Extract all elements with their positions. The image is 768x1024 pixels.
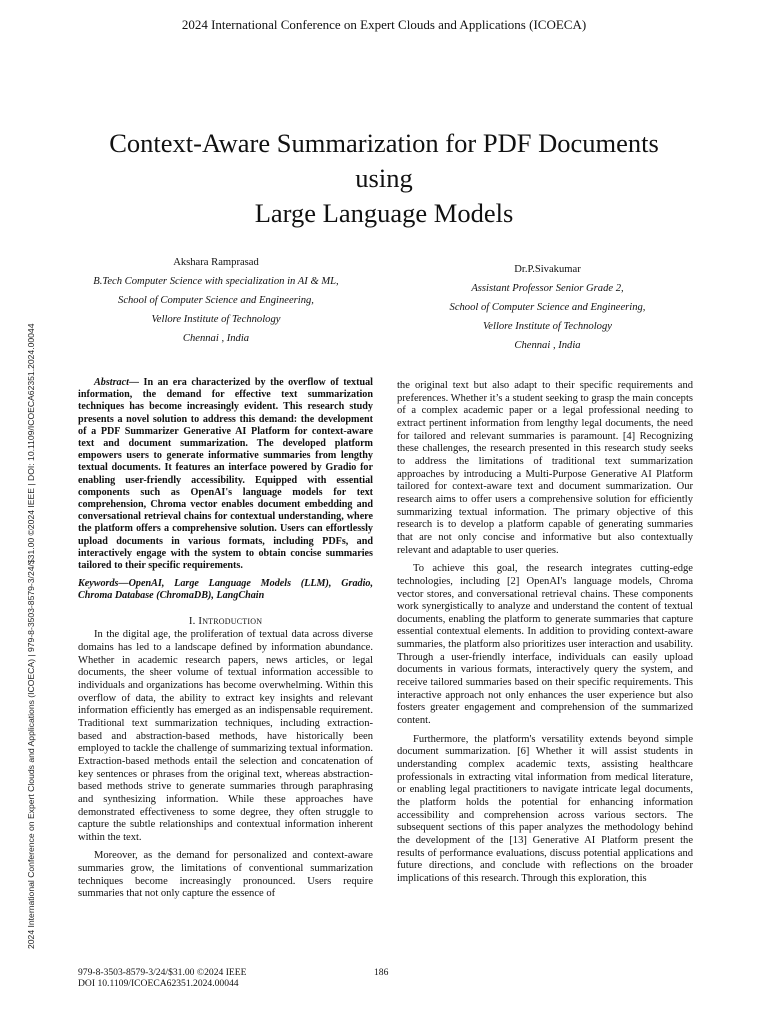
body-paragraph-2: To achieve this goal, the research integrates cutting-edge technologies, including [2] OpenAI's language models, Chroma vector stores, and conversational retrieval chains. These components work synergistically to analyze and understand the content of textual documents, enabling the platform to generate summaries that capture essential contextual elements. In addition to providing context-aware summaries, the platform also prioritizes user interaction and usability. Through a user-friendly interface, individuals can easily upload documents in various formats, interactively query the system, and receive tailored summaries based on their specific requirements. This interactive approach not only enhances the user experience but also fosters greater engagement and comprehension of the summarized content. [397, 563, 693, 727]
author-affiliation: Vellore Institute of Technology [151, 314, 281, 325]
conference-header: 2024 International Conference on Expert Clouds and Applications (ICOECA) [181, 17, 587, 32]
footer-identifiers [78, 967, 247, 989]
title-line-3: Large Language Models [254, 198, 514, 228]
author-name: Akshara Ramprasad [173, 257, 259, 268]
body-paragraph-1: the original text but also adapt to their specific requirements and preferences. Whether it’s a student seeking to grasp the main concepts of a complex academic paper or a legal professional needing to extract pertinent information from lengthy legal documents, the need for tailored and relevant summaries is paramount. [4] Recognizing these challenges, the research presented in this research study seeks to address the limitations of traditional text summarization approaches by introducing a Multi-Purpose Generative AI Platform tailored for context-aware text and document summarization. Our research aims to offer users a comprehensive solution for efficiently summarizing textual information. The primary objective of this research is to develop a platform capable of generating summaries that are not only concise and informative but also contextually relevant and adaptable to user queries. [397, 380, 693, 556]
footer-isbn: 979-8-3503-8579-3/24/$31.00 ©2024 IEEE [78, 967, 247, 978]
left-column [78, 377, 373, 901]
intro-paragraph-2: Moreover, as the demand for personalized and context-aware summaries grow, the limitations of conventional summarization techniques become increasingly pronounced. Users require summaries that not only capture the essence of [78, 850, 373, 900]
footer-doi: DOI 10.1109/ICOECA62351.2024.00044 [78, 978, 239, 989]
side-citation-note: 2024 International Conference on Expert Clouds and Applications (ICOECA) | 979-8-3503-8579-3/24/$31.00 ©2024 IEEE | DOI: 10.1109/ICOECA62351.2024.00044 [26, 323, 36, 949]
author-affiliation: B.Tech Computer Science with specialization in AI & ML, [93, 276, 339, 287]
author-affiliation: Chennai , India [182, 333, 250, 344]
paper-title [40, 126, 728, 231]
title-line-2: using [355, 163, 413, 193]
body-paragraph-3: Furthermore, the platform's versatility extends beyond simple document summarization. [6] Whether it will assist students in understanding complex academic texts, assisting healthcare professionals in extracting vital information from medical literature, or enabling legal practitioners to navigate intricate legal documents, the platform holds the potential for enhancing information accessibility and comprehension across various sectors. The subsequent sections of this paper analyzes the methodology behind the development of the [13] Generative AI Platform present the results of performance evaluations, discuss potential applications and future directions, and conclude with reflections on the broader implications of this research. Through this exploration, this [397, 733, 693, 884]
page-number: 186 [374, 967, 389, 978]
author-affiliation: School of Computer Science and Engineering, [449, 302, 646, 313]
author-block-2 [390, 260, 705, 355]
keywords: Keywords—OpenAI, Large Language Models (LLM), Gradio, Chroma Database (ChromaDB), LangChain [78, 578, 373, 602]
author-block-1 [60, 253, 372, 348]
author-affiliation: Vellore Institute of Technology [483, 321, 612, 332]
author-affiliation: Assistant Professor Senior Grade 2, [471, 283, 624, 294]
abstract-label: Abstract— [94, 377, 140, 388]
author-name: Dr.P.Sivakumar [514, 264, 581, 275]
abstract [78, 377, 373, 572]
abstract-text: In an era characterized by the overflow of textual information, the demand for effective text summarization techniques has become increasingly evident. This research study presents a novel solution to address this demand: the development of a PDF Summarizer Generative AI Platform for context-aware text and document summarization. The developed platform empowers users to generate informative summaries from lengthy textual documents. It features an interface powered by Gradio for enabling user-friendly accessibility. Equipped with essential components such as OpenAI's language models for text comprehension, Chroma vector enables document embedding and conversational retrieval chains for contextual understanding, where the platform offers a comprehensive solution. Users can effortlessly upload documents in various formats, including PDFs, and interactively engage with the system to obtain concise summaries tailored to their specific requirements. [78, 377, 373, 572]
right-column [397, 380, 693, 886]
section-heading-introduction: I. Introduction [188, 614, 263, 627]
title-line-1: Context-Aware Summarization for PDF Documents [109, 128, 659, 158]
author-affiliation: School of Computer Science and Engineering, [118, 295, 314, 306]
author-affiliation: Chennai , India [514, 340, 581, 351]
intro-paragraph-1: In the digital age, the proliferation of textual data across diverse domains has led to a landscape defined by information abundance. Whether in academic research papers, news articles, or legal documents, the sheer volume of textual information accessible to individuals and organizations has become overwhelming. Within this overflow of data, the ability to extract key insights and relevant information efficiently has emerged as an indispensable requirement. Traditional text summarization techniques, including extraction-based and abstraction-based methods, have historically been employed to tackle the challenge of summarizing textual information. Extraction-based methods entail the selection and concatenation of key sentences or phrases from the original text, whereas abstraction-based methods strive to generate summaries through paraphrasing and synthesizing information. While these approaches have demonstrated effectiveness to some degree, they often struggle to capture the subtle relationships and contextual information inherent within the text. [78, 629, 373, 843]
